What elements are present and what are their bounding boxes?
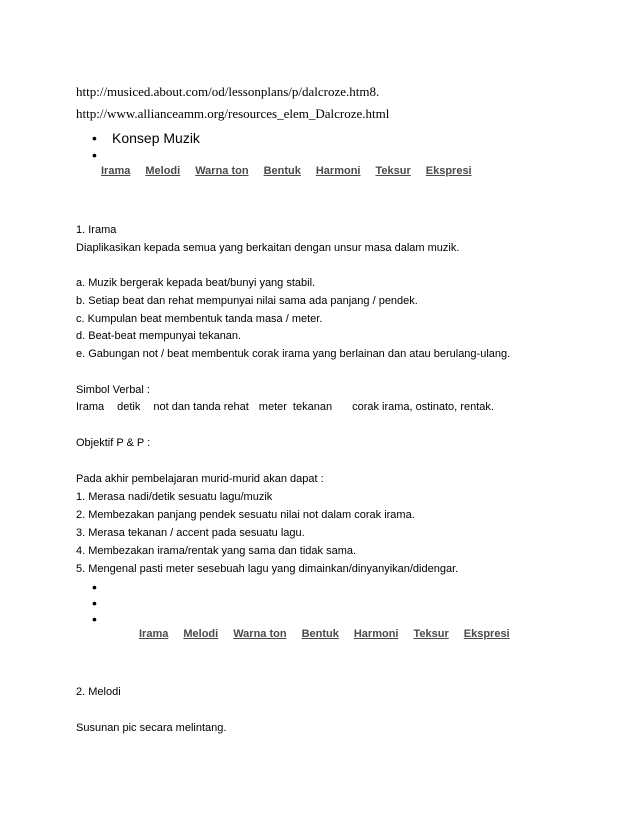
objective-title: Objektif P & P :	[76, 437, 151, 449]
melodi-text: Susunan pic secara melintang.	[76, 722, 227, 734]
bullet-icon: •	[92, 611, 97, 627]
irama-intro: Diaplikasikan kepada semua yang berkaitan dengan unsur masa dalam muzik.	[76, 242, 460, 254]
nav-melodi[interactable]: Melodi	[183, 628, 219, 640]
bullet-icon: •	[92, 130, 97, 146]
nav-ekspresi[interactable]: Ekspresi	[425, 165, 472, 177]
link-allianceamm[interactable]: http://www.allianceamm.org/resources_elem_Dalcroze.html	[76, 106, 390, 121]
objective-item: 1. Merasa nadi/detik sesuatu lagu/muzik	[76, 491, 273, 503]
bullet-icon: •	[92, 579, 97, 595]
irama-point: a. Muzik bergerak kepada beat/bunyi yang stabil.	[76, 277, 316, 289]
irama-point: c. Kumpulan beat membentuk tanda masa / meter.	[76, 313, 323, 325]
irama-point: e. Gabungan not / beat membentuk corak irama yang berlainan dan atau berulang-ulang.	[76, 348, 511, 360]
nav-irama[interactable]: Irama	[101, 165, 131, 177]
irama-point: d. Beat-beat mempunyai tekanan.	[76, 330, 242, 342]
objective-item: 4. Membezakan irama/rentak yang sama dan tidak sama.	[76, 545, 357, 557]
verbal-item: Irama	[76, 401, 105, 413]
section-heading-melodi: 2. Melodi	[76, 686, 121, 698]
verbal-item: not dan tanda rehat	[153, 401, 249, 413]
bullet-icon: •	[92, 595, 97, 611]
verbal-title: Simbol Verbal :	[76, 384, 150, 396]
nav-teksur[interactable]: Teksur	[413, 628, 449, 640]
link-musiced[interactable]: http://musiced.about.com/od/lessonplans/p/dalcroze.htm8.	[76, 84, 380, 99]
verbal-item: meter	[258, 401, 287, 413]
konsep-muzik-title: Konsep Muzik	[112, 130, 200, 146]
nav-bentuk[interactable]: Bentuk	[301, 628, 339, 640]
verbal-items	[76, 401, 494, 413]
nav-bentuk[interactable]: Bentuk	[263, 165, 301, 177]
verbal-item: detik	[117, 401, 141, 413]
nav-teksur[interactable]: Teksur	[375, 165, 411, 177]
nav-warna-ton[interactable]: Warna ton	[195, 165, 249, 177]
nav-melodi[interactable]: Melodi	[145, 165, 181, 177]
concept-nav-bottom	[139, 628, 525, 640]
concept-nav-top	[101, 165, 487, 177]
nav-ekspresi[interactable]: Ekspresi	[463, 628, 510, 640]
nav-irama[interactable]: Irama	[139, 628, 169, 640]
objective-item: 2. Membezakan panjang pendek sesuatu nilai not dalam corak irama.	[76, 509, 415, 521]
section-heading-irama: 1. Irama	[76, 224, 117, 236]
irama-point: b. Setiap beat dan rehat mempunyai nilai sama ada panjang / pendek.	[76, 295, 418, 307]
nav-warna-ton[interactable]: Warna ton	[233, 628, 287, 640]
objective-intro: Pada akhir pembelajaran murid-murid akan dapat :	[76, 473, 324, 485]
nav-harmoni[interactable]: Harmoni	[353, 628, 399, 640]
objective-item: 3. Merasa tekanan / accent pada sesuatu lagu.	[76, 527, 305, 539]
verbal-item: tekanan	[292, 401, 333, 413]
nav-harmoni[interactable]: Harmoni	[315, 165, 361, 177]
verbal-item: corak irama, ostinato, rentak.	[352, 401, 494, 413]
objective-item: 5. Mengenal pasti meter sesebuah lagu yang dimainkan/dinyanyikan/didengar.	[76, 563, 459, 575]
bullet-icon: •	[92, 147, 97, 163]
